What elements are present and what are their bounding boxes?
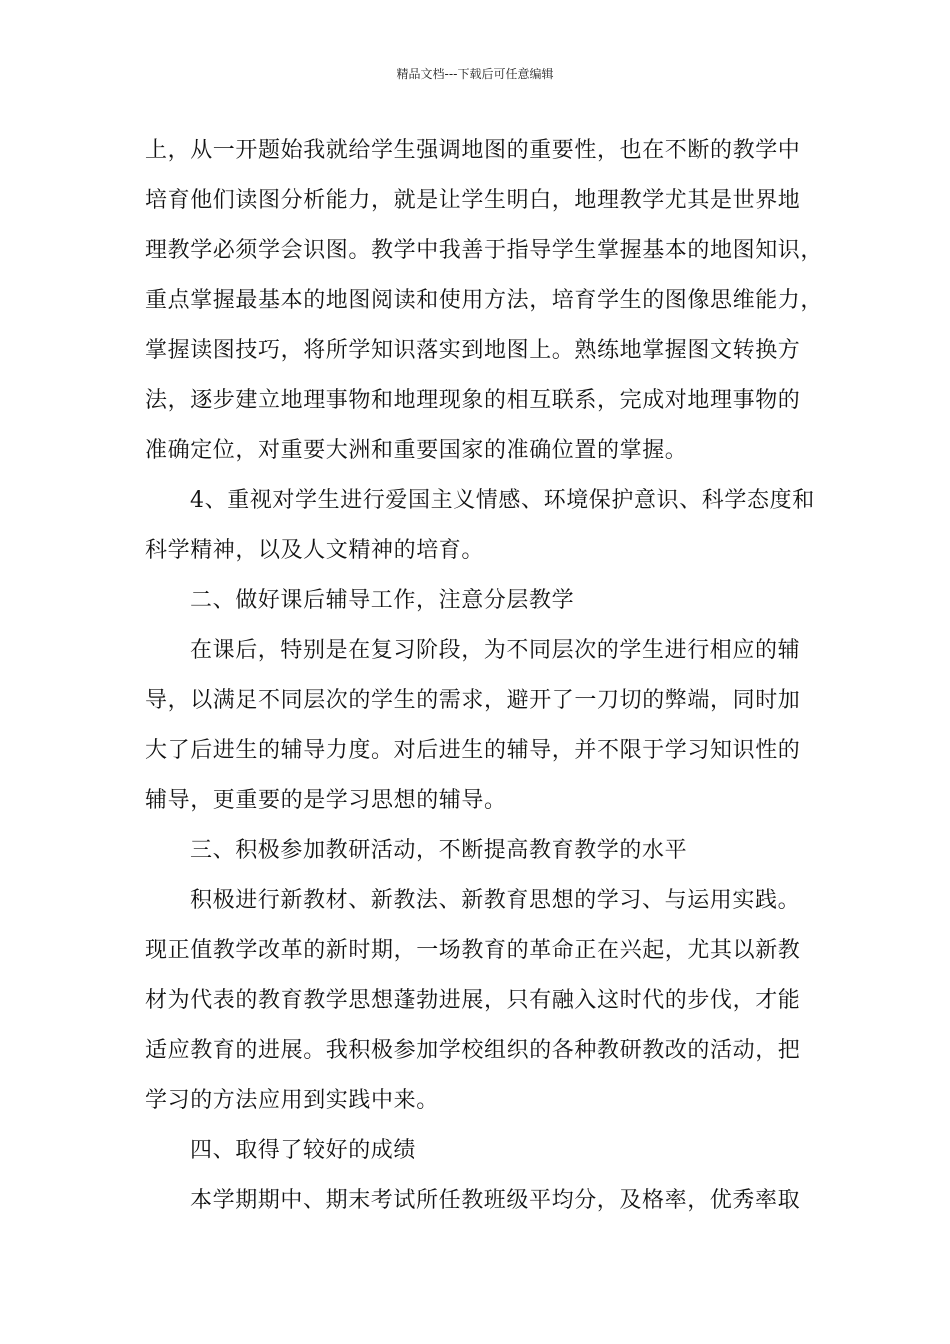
section-heading: 二、做好课后辅导工作，注意分层教学 <box>190 588 575 613</box>
text-line: 积极进行新教材、新教法、新教育思想的学习、与运用实践。 <box>190 888 801 913</box>
text-line: 在课后，特别是在复习阶段，为不同层次的学生进行相应的辅 <box>190 638 801 663</box>
text-line: 掌握读图技巧，将所学知识落实到地图上。熟练地掌握图文转换方 <box>145 338 801 363</box>
text-line: 重点掌握最基本的地图阅读和使用方法，培育学生的图像思维能力， <box>145 288 824 313</box>
text-line: 科学精神，以及人文精神的培育。 <box>145 538 485 563</box>
text-line: 大了后进生的辅导力度。对后进生的辅导，并不限于学习知识性的 <box>145 738 801 763</box>
text-line: 4、重视对学生进行爱国主义情感、环境保护意识、科学态度和 <box>190 488 815 513</box>
text-line: 辅导，更重要的是学习思想的辅导。 <box>145 788 507 813</box>
text-line: 材为代表的教育教学思想蓬勃进展，只有融入这时代的步伐，才能 <box>145 988 801 1013</box>
text-line: 上，从一开题始我就给学生强调地图的重要性，也在不断的教学中 <box>145 138 801 163</box>
text-line: 适应教育的进展。我积极参加学校组织的各种教研教改的活动，把 <box>145 1038 801 1063</box>
text-line: 法，逐步建立地理事物和地理现象的相互联系，完成对地理事物的 <box>145 388 801 413</box>
text-line: 导，以满足不同层次的学生的需求，避开了一刀切的弊端，同时加 <box>145 688 801 713</box>
text-line: 理教学必须学会识图。教学中我善于指导学生掌握基本的地图知识， <box>145 238 824 263</box>
text-line: 学习的方法应用到实践中来。 <box>145 1088 439 1113</box>
document-body <box>145 132 825 1232</box>
section-heading: 三、积极参加教研活动，不断提高教育教学的水平 <box>190 838 688 863</box>
text-line: 现正值教学改革的新时期，一场教育的革命正在兴起，尤其以新教 <box>145 938 801 963</box>
text-line: 本学期期中、期末考试所任教班级平均分，及格率，优秀率取 <box>190 1188 801 1213</box>
section-heading: 四、取得了较好的成绩 <box>190 1138 417 1163</box>
text-line: 准确定位，对重要大洲和重要国家的准确位置的掌握。 <box>145 438 688 463</box>
text-line: 培育他们读图分析能力，就是让学生明白，地理教学尤其是世界地 <box>145 188 801 213</box>
page-header: 精品文档---下载后可任意编辑 <box>396 67 554 81</box>
